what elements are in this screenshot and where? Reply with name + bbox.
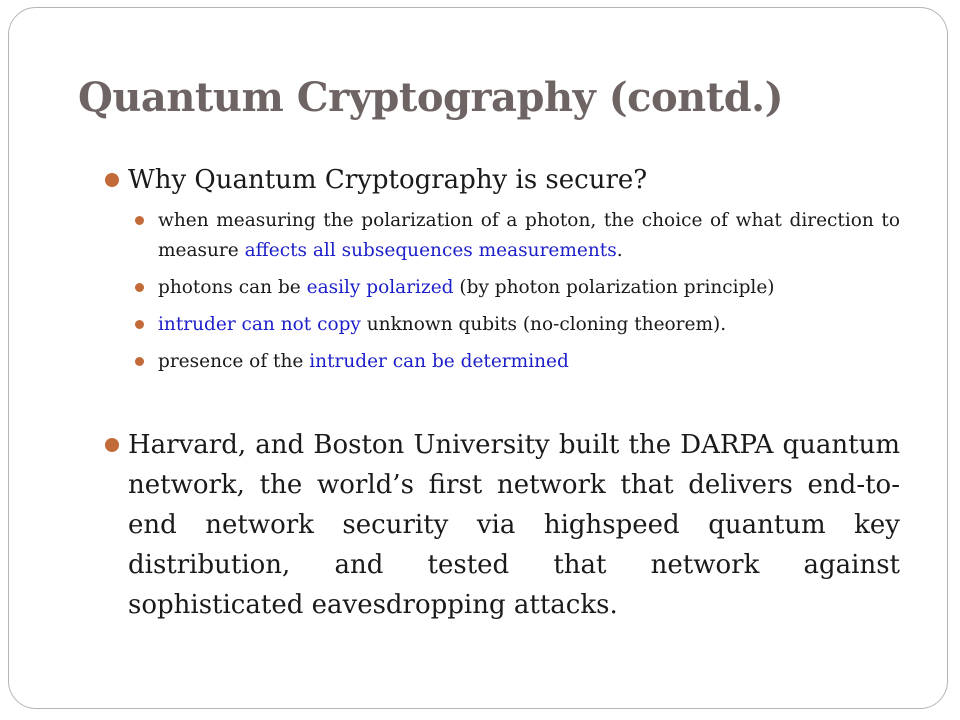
- bullet-darpa-network-text: Harvard, and Boston University built the DARPA quantum network, the world’s first network that delivers end-to-end network security via highspeed quantum key distribution, and tested that network against sophisticated eavesdropping attacks.: [128, 430, 900, 620]
- sub-bullet-highlight: easily polarized: [306, 277, 454, 298]
- bullet-dot: [105, 438, 119, 452]
- bullet-dot: [135, 357, 144, 366]
- bullet-why-secure-text: Why Quantum Cryptography is secure?: [128, 165, 648, 195]
- bullet-dot: [135, 320, 144, 329]
- bullet-dot: [105, 173, 119, 187]
- bullet-dot: [135, 283, 144, 292]
- sub-bullet-text: presence of the: [158, 351, 310, 372]
- sub-bullet-text: when measuring the polarization of a photon, the choice of what direction to measure: [158, 210, 900, 261]
- bullet-why-secure: [100, 160, 900, 200]
- sub-bullet-text: unknown qubits (no-cloning theorem).: [360, 314, 727, 335]
- bullet-darpa-network: [100, 425, 900, 625]
- sub-bullet-polarized: [132, 273, 900, 303]
- sub-bullet-highlight: intruder can be determined: [309, 351, 569, 372]
- sub-bullet-highlight: intruder can not copy: [158, 314, 361, 335]
- sub-bullet-measurement: [132, 206, 900, 266]
- sub-bullet-highlight: affects all subsequences measurements: [244, 240, 617, 261]
- bullet-dot: [135, 216, 144, 225]
- sub-bullet-intruder: [132, 347, 900, 377]
- slide-content: [100, 160, 900, 625]
- sub-bullet-text: photons can be: [158, 277, 307, 298]
- sub-bullet-text: .: [616, 240, 623, 261]
- slide-title: Quantum Cryptography (contd.): [78, 74, 784, 121]
- sub-bullet-no-cloning: [132, 310, 900, 340]
- sub-bullet-list: [100, 206, 900, 377]
- sub-bullet-text: (by photon polarization principle): [453, 277, 775, 298]
